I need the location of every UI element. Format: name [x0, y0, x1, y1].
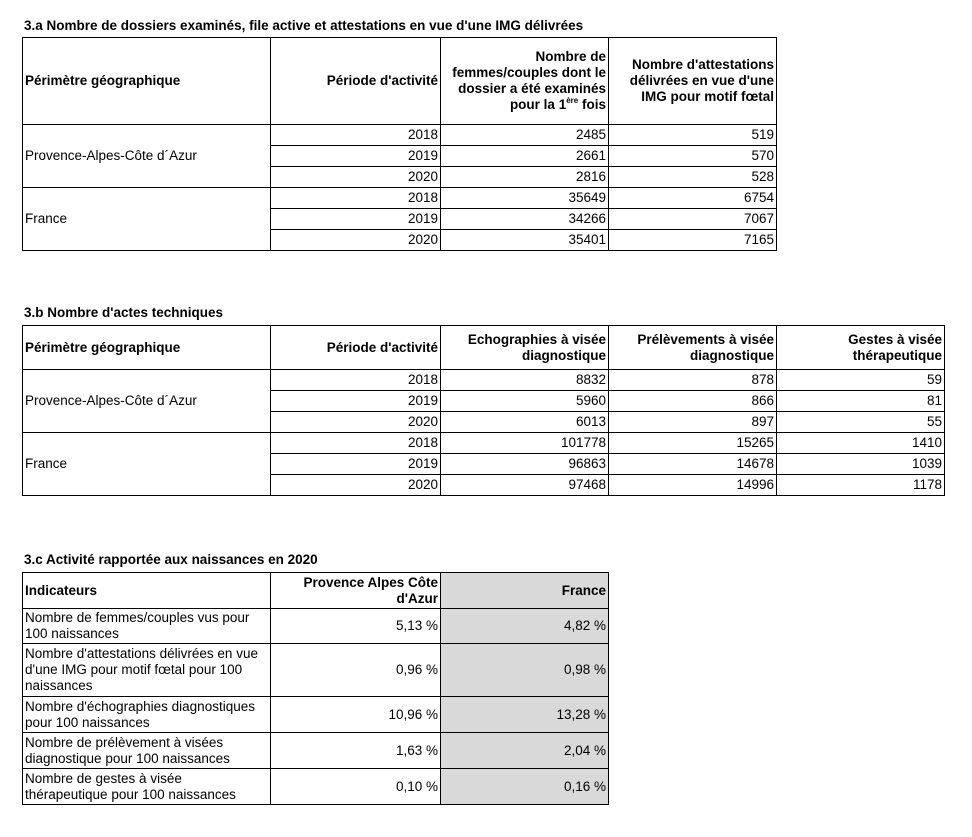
- indicator-label: Nombre de gestes à visée thérapeutique pour 100 naissances: [23, 769, 271, 805]
- attestations-cell: 7165: [609, 230, 777, 251]
- region-label: France: [23, 433, 271, 496]
- france-value: 0,98 %: [441, 644, 609, 697]
- header-prelevements: Prélèvements à visée diagnostique: [609, 326, 777, 370]
- header-perimetre: Périmètre géographique: [23, 38, 271, 125]
- dossiers-cell: 35401: [441, 230, 609, 251]
- section-a-title: 3.a Nombre de dossiers examinés, file active et attestations en vue d'une IMG délivrées: [24, 18, 584, 33]
- echo-cell: 5960: [441, 391, 609, 412]
- paca-value: 0,96 %: [271, 644, 441, 697]
- header-indicateurs: Indicateurs: [23, 573, 271, 609]
- gestes-cell: 55: [777, 412, 945, 433]
- gestes-cell: 81: [777, 391, 945, 412]
- prel-cell: 897: [609, 412, 777, 433]
- echo-cell: 97468: [441, 475, 609, 496]
- echo-cell: 6013: [441, 412, 609, 433]
- echo-cell: 8832: [441, 370, 609, 391]
- gestes-cell: 1178: [777, 475, 945, 496]
- prel-cell: 15265: [609, 433, 777, 454]
- echo-cell: 96863: [441, 454, 609, 475]
- region-label: Provence-Alpes-Côte d´Azur: [23, 370, 271, 433]
- year-cell: 2018: [271, 433, 441, 454]
- prel-cell: 14996: [609, 475, 777, 496]
- echo-cell: 101778: [441, 433, 609, 454]
- gestes-cell: 59: [777, 370, 945, 391]
- section-b-title: 3.b Nombre d'actes techniques: [24, 305, 224, 320]
- table-b: [22, 325, 945, 496]
- header-gestes: Gestes à visée thérapeutique: [777, 326, 945, 370]
- header-echographies: Echographies à visée diagnostique: [441, 326, 609, 370]
- year-cell: 2020: [271, 167, 441, 188]
- year-cell: 2020: [271, 412, 441, 433]
- attestations-cell: 570: [609, 146, 777, 167]
- header-perimetre: Périmètre géographique: [23, 326, 271, 370]
- indicator-label: Nombre d'attestations délivrées en vue d'une IMG pour motif fœtal pour 100 naissances: [23, 644, 271, 697]
- header-attestations: Nombre d'attestations délivrées en vue d'une IMG pour motif fœtal: [609, 38, 777, 125]
- header-periode: Période d'activité: [271, 38, 441, 125]
- gestes-cell: 1039: [777, 454, 945, 475]
- region-label: Provence-Alpes-Côte d´Azur: [23, 125, 271, 188]
- year-cell: 2018: [271, 188, 441, 209]
- paca-value: 0,10 %: [271, 769, 441, 805]
- dossiers-cell: 34266: [441, 209, 609, 230]
- france-value: 2,04 %: [441, 733, 609, 769]
- table-a: [22, 37, 777, 251]
- attestations-cell: 519: [609, 125, 777, 146]
- dossiers-cell: 2661: [441, 146, 609, 167]
- france-value: 4,82 %: [441, 609, 609, 644]
- region-label: France: [23, 188, 271, 251]
- year-cell: 2018: [271, 370, 441, 391]
- dossiers-cell: 2816: [441, 167, 609, 188]
- header-france: France: [441, 573, 609, 609]
- indicator-label: Nombre d'échographies diagnostiques pour 100 naissances: [23, 697, 271, 733]
- year-cell: 2019: [271, 391, 441, 412]
- prel-cell: 14678: [609, 454, 777, 475]
- prel-cell: 878: [609, 370, 777, 391]
- paca-value: 1,63 %: [271, 733, 441, 769]
- indicator-label: Nombre de femmes/couples vus pour 100 naissances: [23, 609, 271, 644]
- attestations-cell: 528: [609, 167, 777, 188]
- paca-value: 5,13 %: [271, 609, 441, 644]
- year-cell: 2018: [271, 125, 441, 146]
- france-value: 13,28 %: [441, 697, 609, 733]
- header-periode: Période d'activité: [271, 326, 441, 370]
- header-paca: Provence Alpes Côte d'Azur: [271, 573, 441, 609]
- dossiers-cell: 35649: [441, 188, 609, 209]
- header-dossiers: Nombre de femmes/couples dont le dossier a été examinés pour la 1ère fois: [441, 38, 609, 125]
- year-cell: 2019: [271, 146, 441, 167]
- dossiers-cell: 2485: [441, 125, 609, 146]
- attestations-cell: 7067: [609, 209, 777, 230]
- table-c: [22, 572, 609, 805]
- year-cell: 2019: [271, 454, 441, 475]
- indicator-label: Nombre de prélèvement à visées diagnostique pour 100 naissances: [23, 733, 271, 769]
- year-cell: 2020: [271, 475, 441, 496]
- paca-value: 10,96 %: [271, 697, 441, 733]
- attestations-cell: 6754: [609, 188, 777, 209]
- gestes-cell: 1410: [777, 433, 945, 454]
- prel-cell: 866: [609, 391, 777, 412]
- year-cell: 2019: [271, 209, 441, 230]
- france-value: 0,16 %: [441, 769, 609, 805]
- section-c-title: 3.c Activité rapportée aux naissances en 2020: [24, 552, 318, 567]
- year-cell: 2020: [271, 230, 441, 251]
